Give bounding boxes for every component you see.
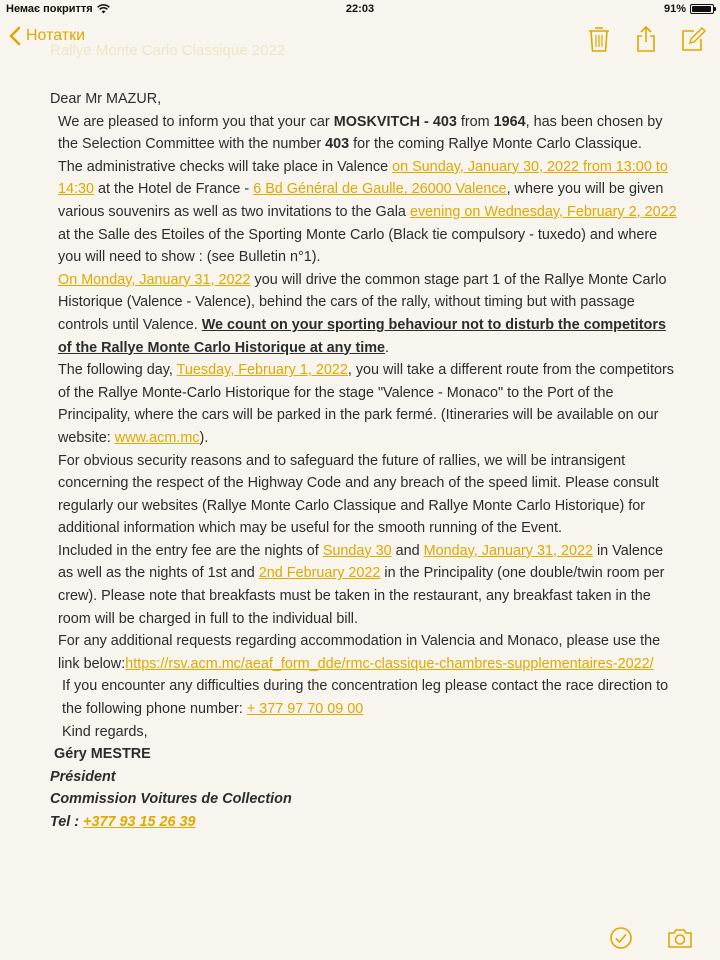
car-year: 1964	[493, 113, 526, 130]
paragraph-security: For obvious security reasons and to safeguard the future of rallies, we will be intransigent concerning the respect of the Highway Code and any breach of the speed limit. Please consult regularly our websites (Rallye Monte Carlo Classique and Rallye Monte Carlo Historique) for additional information which may be useful for the smooth running of the Event.	[58, 452, 659, 537]
date-link-monday[interactable]: Monday, January 31, 2022	[423, 542, 593, 559]
nav-actions	[586, 25, 706, 53]
greeting: Dear Mr MAZUR,	[50, 91, 162, 107]
battery-fill	[692, 6, 711, 12]
status-bar	[0, 0, 720, 20]
date-link-admin-checks[interactable]: on Sunday, January 30, 2022 from 13:00 to 14:30	[58, 158, 668, 198]
address-link-hotel[interactable]: 6 Bd Général de Gaulle, 26000 Valence	[253, 181, 507, 198]
battery-percent: 91%	[663, 3, 686, 15]
ghost-note-title: Rallye Monte Carlo Classique 2022	[50, 42, 286, 59]
date-link-common-stage[interactable]: On Monday, January 31, 2022	[58, 271, 251, 288]
status-time: 22:03	[345, 3, 375, 15]
paragraph-common-stage: On Monday, January 31, 2022 you will drive the common stage part 1 of the Rallye Monte Carlo Historique (Valence - Valence), behind the cars of the rally, without timing but with passage controls until Valence. We count on your sporting behaviour not to disturb the competitors of the Rallye Monte Carlo Historique at any time.	[58, 271, 667, 356]
closing: Kind regards,	[62, 723, 148, 740]
camera-icon[interactable]	[666, 926, 694, 950]
signature-phone: Tel : +377 93 15 26 39	[50, 814, 196, 830]
paragraph-accommodation: Included in the entry fee are the nights of Sunday 30 and Monday, January 31, 2022 in Valence as well as the nights of 1st and 2nd February 2022 in the Principality (one double/twin room per crew). Please note that breakfasts must be taken in the restaurant, any breakfast taken in the room will be charged in full to the individual bill.	[58, 542, 665, 627]
back-label: Нотатки	[26, 27, 86, 44]
checkmark-icon[interactable]	[609, 926, 633, 950]
date-link-sunday[interactable]: Sunday 30	[322, 542, 392, 559]
signature-phone-link[interactable]: +377 93 15 26 39	[83, 814, 196, 830]
race-phone-link[interactable]: + 377 97 70 09 00	[246, 701, 364, 718]
back-button[interactable]	[8, 26, 85, 46]
paragraph-admin-checks: The administrative checks will take place in Valence on Sunday, January 30, 2022 from 13:00 to 14:30 at the Hotel de France - 6 Bd Général de Gaulle, 26000 Valence, where you will be given various souvenirs as well as two invitations to the Gala evening on Wednesday, February 2, 2022 at the Salle des Etoiles of the Sporting Monte Carlo (Black tie compulsory - tuxedo) and where you will need to show : (see Bulletin n°1).	[58, 158, 677, 266]
share-icon[interactable]	[634, 25, 658, 53]
carrier-label: Немає покриття	[6, 3, 93, 15]
paragraph-contact: If you encounter any difficulties during the concentration leg please contact the race direction to the following phone number: + 377 97 70 09 00	[62, 678, 669, 718]
car-number: 403	[325, 136, 350, 153]
date-link-route[interactable]: Tuesday, February 1, 2022	[176, 362, 348, 379]
signature-name: Géry MESTRE	[54, 746, 151, 763]
paragraph-selection: We are pleased to inform you that your car MOSKVITCH - 403 from 1964, has been chosen by the Selection Committee with the number 403 for the coming Rallye Monte Carlo Classique.	[58, 113, 663, 153]
bottom-toolbar	[0, 920, 720, 960]
paragraph-requests: For any additional requests regarding accommodation in Valencia and Monaco, please use the link below:https://rsv.acm.mc/aeaf_form_dde/rmc-classique-chambres-supplementaires-2022/	[58, 633, 661, 672]
website-link[interactable]: www.acm.mc	[114, 429, 200, 446]
date-link-february[interactable]: 2nd February 2022	[258, 565, 381, 582]
note-body[interactable]	[50, 88, 680, 834]
chevron-left-icon	[8, 26, 22, 46]
nav-bar	[0, 20, 720, 60]
date-link-gala[interactable]: evening on Wednesday, February 2, 2022	[409, 203, 677, 220]
signature-role: Président	[50, 768, 116, 785]
battery-icon	[690, 4, 714, 14]
paragraph-route: The following day, Tuesday, February 1, 2022, you will take a different route from the competitors of the Rallye Monte-Carlo Historique for the stage "Valence - Monaco" to the Port of the Principality, where the cars will be parked in the park fermé. (Itineraries will be available on our website: www.acm.mc).	[58, 362, 674, 446]
car-model: MOSKVITCH - 403	[333, 113, 457, 130]
sporting-behaviour-note: We count on your sporting behaviour not to disturb the competitors of the Rallye Monte Carlo Historique at any time	[58, 316, 666, 356]
accommodation-link[interactable]: https://rsv.acm.mc/aeaf_form_dde/rmc-classique-chambres-supplementaires-2022/	[125, 655, 654, 672]
signature-org: Commission Voitures de Collection	[50, 791, 292, 808]
compose-icon[interactable]	[680, 25, 706, 53]
trash-icon[interactable]	[586, 25, 612, 53]
status-right	[664, 3, 714, 15]
